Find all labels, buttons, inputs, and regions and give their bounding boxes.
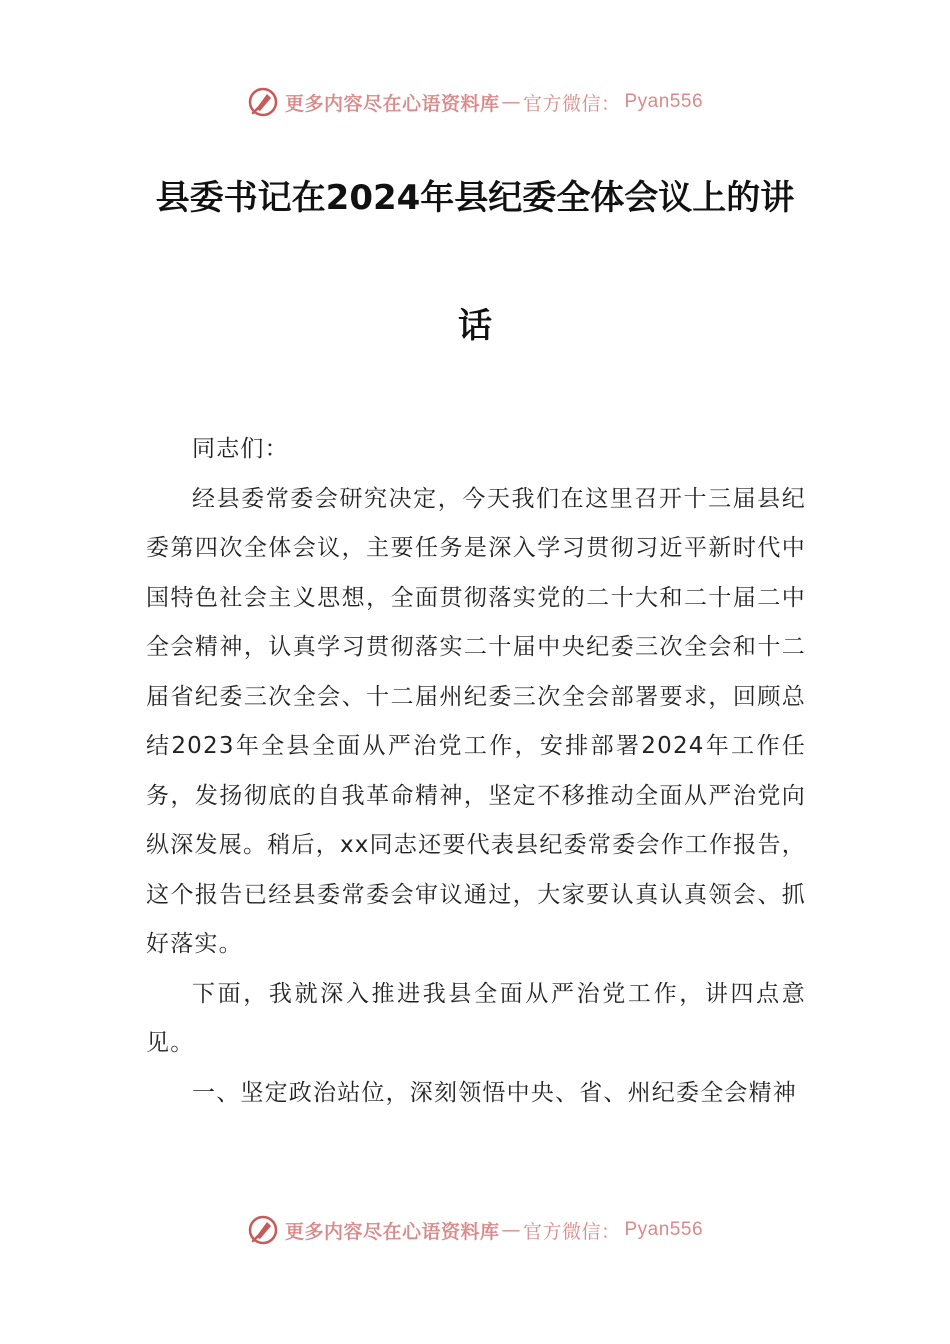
- body-paragraph: 经县委常委会研究决定，今天我们在这里召开十三届县纪委第四次全体会议，主要任务是深入学习贯彻习近平新时代中国特色社会主义思想，全面贯彻落实党的二十大和二十届二中全会精神，认真学习贯彻落实二十届中央纪委三次全会和十二届省纪委三次全会、十二届州纪委三次全会部署要求，回顾总结2023年全县全面从严治党工作，安排部署2024年工作任务，发扬彻底的自我革命精神，坚定不移推动全面从严治党向纵深发展。稍后，xx同志还要代表县纪委常委会作工作报告，这个报告已经县委常委会审议通过，大家要认真认真领会、抓好落实。: [146, 485, 806, 957]
- watermark-brand: 更多内容尽在心语资料库: [284, 1220, 500, 1243]
- document-body: [146, 425, 806, 1118]
- watermark-dash: —: [501, 1219, 521, 1241]
- watermark-account: Pyan556: [624, 91, 704, 112]
- body-paragraph: 下面，我就深入推进我县全面从严治党工作，讲四点意见。: [146, 980, 806, 1056]
- watermark-dash: —: [501, 91, 521, 113]
- watermark-account: Pyan556: [624, 1219, 704, 1240]
- document-title-line-2: 话: [458, 306, 492, 346]
- watermark-header: [0, 82, 950, 122]
- watermark-brand: 更多内容尽在心语资料库: [284, 92, 500, 115]
- pen-nib-circle-icon: [247, 86, 279, 118]
- section-heading: 一、坚定政治站位，深刻领悟中央、省、州纪委全会精神: [192, 1079, 797, 1106]
- document-title-line-1: 县委书记在2024年县纪委全体会议上的讲: [155, 178, 795, 218]
- watermark-label: 官方微信：: [522, 1220, 621, 1243]
- watermark-footer: [0, 1210, 950, 1250]
- salutation: 同志们：: [192, 436, 289, 462]
- watermark-label: 官方微信：: [522, 92, 621, 115]
- pen-nib-circle-icon: [247, 1214, 279, 1246]
